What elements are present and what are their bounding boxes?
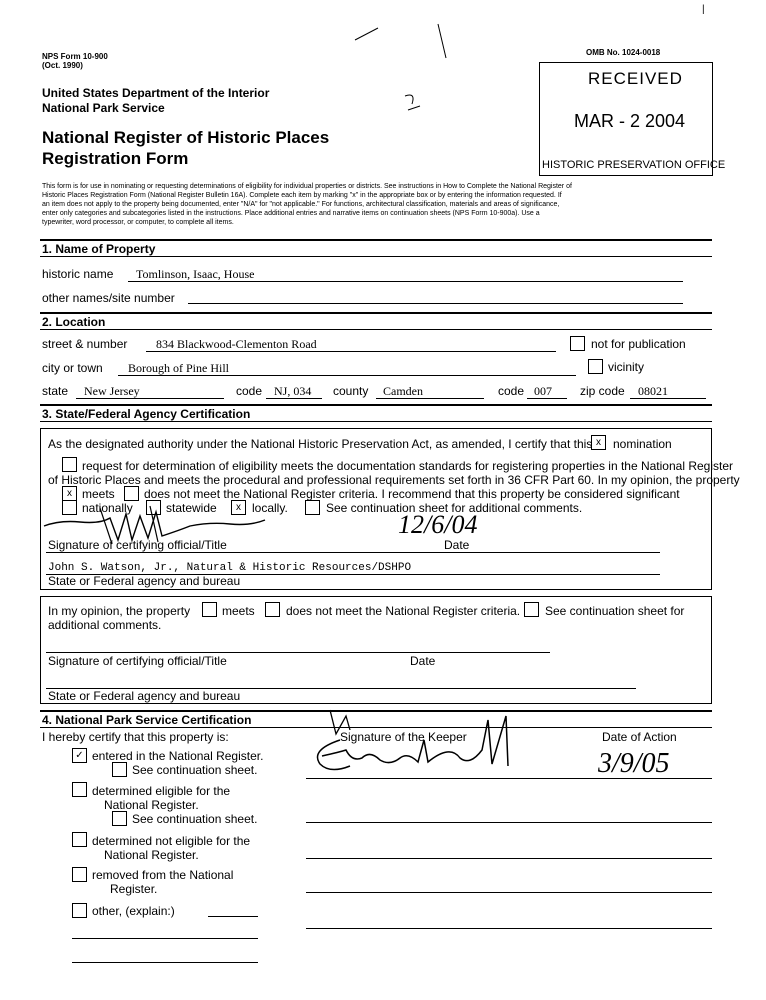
keeper-line — [306, 822, 712, 823]
received-stamp — [539, 62, 726, 176]
signature-line — [46, 652, 550, 653]
opinion-line: In my opinion, the property — [48, 604, 191, 618]
does-not-meet-label: does not meet the National Register criteria. I recommend that this property be considered significant — [144, 487, 680, 501]
entered-continuation-checkbox[interactable] — [112, 762, 127, 777]
keeper-signature — [300, 700, 540, 785]
entered-checkbox[interactable]: ✓ — [72, 748, 87, 763]
state-value[interactable]: New Jersey — [84, 384, 140, 398]
county-code-value[interactable]: 007 — [534, 384, 552, 398]
signature-label: Signature of certifying official/Title — [48, 538, 227, 552]
city-value[interactable]: Borough of Pine Hill — [128, 361, 229, 375]
county-code-label: code — [498, 384, 525, 398]
zip-label: zip code — [580, 384, 625, 398]
nomination-checkbox[interactable]: x — [591, 435, 606, 450]
department: United States Department of the Interior — [42, 86, 270, 100]
vicinity-checkbox[interactable] — [588, 359, 603, 374]
keeper-line — [306, 858, 712, 859]
opinion-does-not-meet-checkbox[interactable] — [265, 602, 280, 617]
continuation-checkbox[interactable] — [305, 500, 320, 515]
section3-heading: 3. State/Federal Agency Certification — [42, 407, 251, 421]
state-code-label: code — [236, 384, 263, 398]
omb-number: OMB No. 1024-0018 — [586, 48, 661, 57]
locally-label: locally. — [252, 501, 288, 515]
stamp-date: MAR - 2 2004 — [574, 111, 686, 131]
not-for-publication-label: not for publication — [591, 337, 686, 351]
section-underline — [40, 329, 712, 330]
statewide-label: statewide — [166, 501, 217, 515]
hereby-label: I hereby certify that this property is: — [42, 730, 229, 744]
instructions-line: Historic Places Registration Form (National Register Bulletin 16A). Complete each item by marking "x" in the appropriate box or by entering the information requested. If — [42, 192, 562, 199]
service: National Park Service — [42, 101, 165, 115]
page-mark: | — [702, 4, 705, 15]
instructions — [42, 182, 714, 227]
official-name: John S. Watson, Jr., Natural & Historic Resources/DSHPO — [48, 562, 412, 574]
street-label: street & number — [42, 337, 128, 351]
opinion-does-not-meet-label: does not meet the National Register criteria. — [286, 604, 521, 618]
stamp-office: HISTORIC PRESERVATION OFFICE — [542, 159, 726, 171]
state-label: state — [42, 384, 69, 398]
signature2-label: Signature of certifying official/Title — [48, 654, 227, 668]
historic-name-label: historic name — [42, 267, 114, 281]
action-date: 3/9/05 — [598, 748, 670, 779]
other-label: other, (explain:) — [92, 904, 175, 918]
eligible-label: determined eligible for the — [92, 784, 231, 798]
section-divider — [40, 312, 712, 314]
instructions-line: enter only categories and subcategories listed in the instructions. Place additional entries and narrative items on continuation sheets (NPS Form 10-900a). Use a — [42, 210, 540, 217]
street-value[interactable]: 834 Blackwood-Clementon Road — [156, 337, 317, 351]
procedure-line: of Historic Places and meets the procedural and professional requirements set forth in 36 CFR Part 60. In my opinion, the property — [48, 473, 740, 487]
keeper-line — [306, 892, 712, 893]
opinion-continuation-checkbox[interactable] — [524, 602, 539, 617]
field-line — [527, 398, 567, 399]
other-explain-line[interactable] — [208, 916, 258, 917]
county-value[interactable]: Camden — [383, 384, 423, 398]
field-line — [118, 375, 576, 376]
section2-heading: 2. Location — [42, 315, 106, 329]
state-cert-date: 12/6/04 — [398, 510, 478, 539]
vicinity-label: vicinity — [608, 360, 645, 374]
other-explain-line[interactable] — [72, 962, 258, 963]
section4-heading: 4. National Park Service Certification — [42, 713, 252, 727]
pen-marks — [350, 20, 470, 120]
form-subtitle: Registration Form — [42, 149, 189, 168]
removed-checkbox[interactable] — [72, 867, 87, 882]
eligible-checkbox[interactable] — [72, 782, 87, 797]
eligible-continuation-checkbox[interactable] — [112, 811, 127, 826]
other-explain-line[interactable] — [72, 938, 258, 939]
instructions-line: typewriter, word processor, or computer, to complete all items. — [42, 219, 234, 226]
not-for-publication-checkbox[interactable] — [570, 336, 585, 351]
meets-label: meets — [82, 487, 115, 501]
keeper-line — [306, 778, 712, 779]
section1-heading: 1. Name of Property — [42, 242, 156, 256]
agency-label: State or Federal agency and bureau — [48, 574, 241, 588]
date2-label: Date — [410, 654, 436, 668]
does-not-meet-checkbox[interactable] — [124, 486, 139, 501]
zip-value[interactable]: 08021 — [638, 384, 668, 398]
eligible-continuation-label: See continuation sheet. — [132, 812, 258, 826]
opinion-continuation-label: See continuation sheet for — [545, 604, 685, 618]
historic-name-value[interactable]: Tomlinson, Isaac, House — [136, 267, 255, 281]
other-checkbox[interactable] — [72, 903, 87, 918]
form-title: National Register of Historic Places — [42, 128, 330, 147]
section-underline — [40, 256, 712, 257]
removed-label: removed from the National — [92, 868, 234, 882]
field-line — [630, 398, 706, 399]
entered-label: entered in the National Register. — [92, 749, 264, 763]
field-line — [188, 303, 683, 304]
not-eligible-checkbox[interactable] — [72, 832, 87, 847]
section-divider — [40, 404, 712, 406]
field-line — [146, 351, 556, 352]
opinion-meets-label: meets — [222, 604, 255, 618]
city-label: city or town — [42, 361, 103, 375]
eligible-label-2: National Register. — [104, 798, 199, 812]
removed-label-2: Register. — [110, 882, 158, 896]
agency2-label: State or Federal agency and bureau — [48, 689, 241, 703]
field-line — [128, 281, 683, 282]
keeper-line — [306, 928, 712, 929]
signature-line — [46, 552, 660, 553]
field-line — [266, 398, 322, 399]
date-of-action-label: Date of Action — [602, 730, 677, 744]
entered-continuation-label: See continuation sheet. — [132, 763, 258, 777]
form-date: (Oct. 1990) — [42, 61, 83, 70]
not-eligible-label-2: National Register. — [104, 848, 199, 862]
keeper-signature-label: Signature of the Keeper — [340, 730, 467, 744]
locally-checkbox[interactable]: x — [231, 500, 246, 515]
opinion-meets-checkbox[interactable] — [202, 602, 217, 617]
section-divider — [40, 239, 712, 241]
instructions-line: This form is for use in nominating or requesting determinations of eligibility for individual properties or districts. See instructions in How to Complete the National Register of — [42, 183, 572, 190]
request-line: request for determination of eligibility meets the documentation standards for registering properties in the National Register — [82, 459, 734, 473]
county-label: county — [333, 384, 369, 398]
continuation-label: See continuation sheet for additional comments. — [326, 501, 583, 515]
nomination-label: nomination — [613, 437, 672, 451]
not-eligible-label: determined not eligible for the — [92, 834, 251, 848]
nationally-label: nationally — [82, 501, 133, 515]
field-line — [376, 398, 484, 399]
cert-line: As the designated authority under the National Historic Preservation Act, as amended, I certify that this — [48, 437, 593, 451]
request-checkbox[interactable] — [62, 457, 77, 472]
opinion-additional: additional comments. — [48, 618, 162, 632]
meets-checkbox[interactable]: x — [62, 486, 77, 501]
state-code-value[interactable]: NJ, 034 — [274, 384, 312, 398]
instructions-line: an item does not apply to the property being documented, enter "N/A" for "not applicable." For functions, architectural classification, materials and areas of significance, — [42, 201, 560, 208]
form-number: NPS Form 10-900 — [42, 52, 108, 61]
other-names-label: other names/site number — [42, 291, 175, 305]
date-label: Date — [444, 538, 470, 552]
section-underline — [40, 421, 712, 422]
field-line — [76, 398, 224, 399]
stamp-received: RECEIVED — [588, 69, 683, 88]
